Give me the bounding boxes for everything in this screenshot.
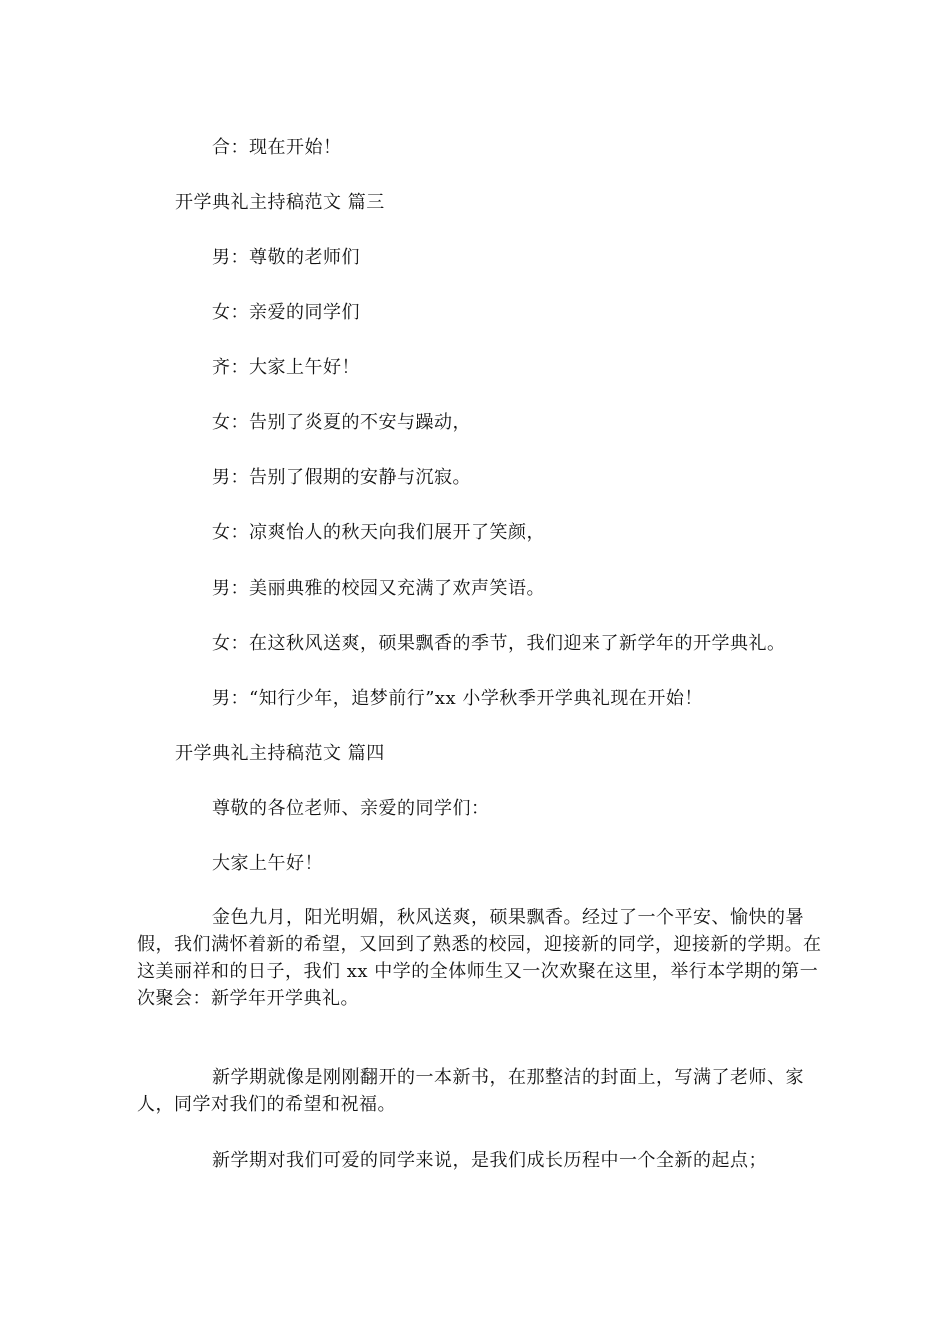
dialogue-line: 女：告别了炎夏的不安与躁动， [212,412,471,433]
body-paragraph: 新学期对我们可爱的同学来说，是我们成长历程中一个全新的起点； [212,1150,767,1171]
body-paragraph: 金色九月，阳光明媚，秋风送爽，硕果飘香。经过了一个平安、愉快的暑假，我们满怀着新的希望，又回到了熟悉的校园，迎接新的同学，迎接新的学期。在这美丽祥和的日子，我们 xx 中学的全体师生又一次欢聚在这里，举行本学期的第一次聚会：新学年开学典礼。 [137,907,822,1009]
body-paragraph: 新学期就像是刚刚翻开的一本新书，在那整洁的封面上，写满了老师、家人，同学对我们的希望和祝福。 [137,1067,804,1115]
section-heading-4: 开学典礼主持稿范文 篇四 [175,743,385,764]
greeting-line: 大家上午好！ [212,853,323,874]
salutation-line: 尊敬的各位老师、亲爱的同学们： [212,798,490,819]
dialogue-line: 女：凉爽怡人的秋天向我们展开了笑颜， [212,522,545,543]
dialogue-line: 男：美丽典雅的校园又充满了欢声笑语。 [212,578,545,599]
dialogue-line: 女：在这秋风送爽，硕果飘香的季节，我们迎来了新学年的开学典礼。 [212,633,786,654]
dialogue-line: 男：告别了假期的安静与沉寂。 [212,467,471,488]
section-heading-3: 开学典礼主持稿范文 篇三 [175,192,385,213]
dialogue-line: 男：尊敬的老师们 [212,247,360,268]
dialogue-line: 合：现在开始！ [212,137,342,158]
dialogue-line: 女：亲爱的同学们 [212,302,360,323]
dialogue-line: 齐：大家上午好！ [212,357,360,378]
dialogue-line: 男：“知行少年，追梦前行”xx 小学秋季开学典礼现在开始！ [212,688,703,709]
